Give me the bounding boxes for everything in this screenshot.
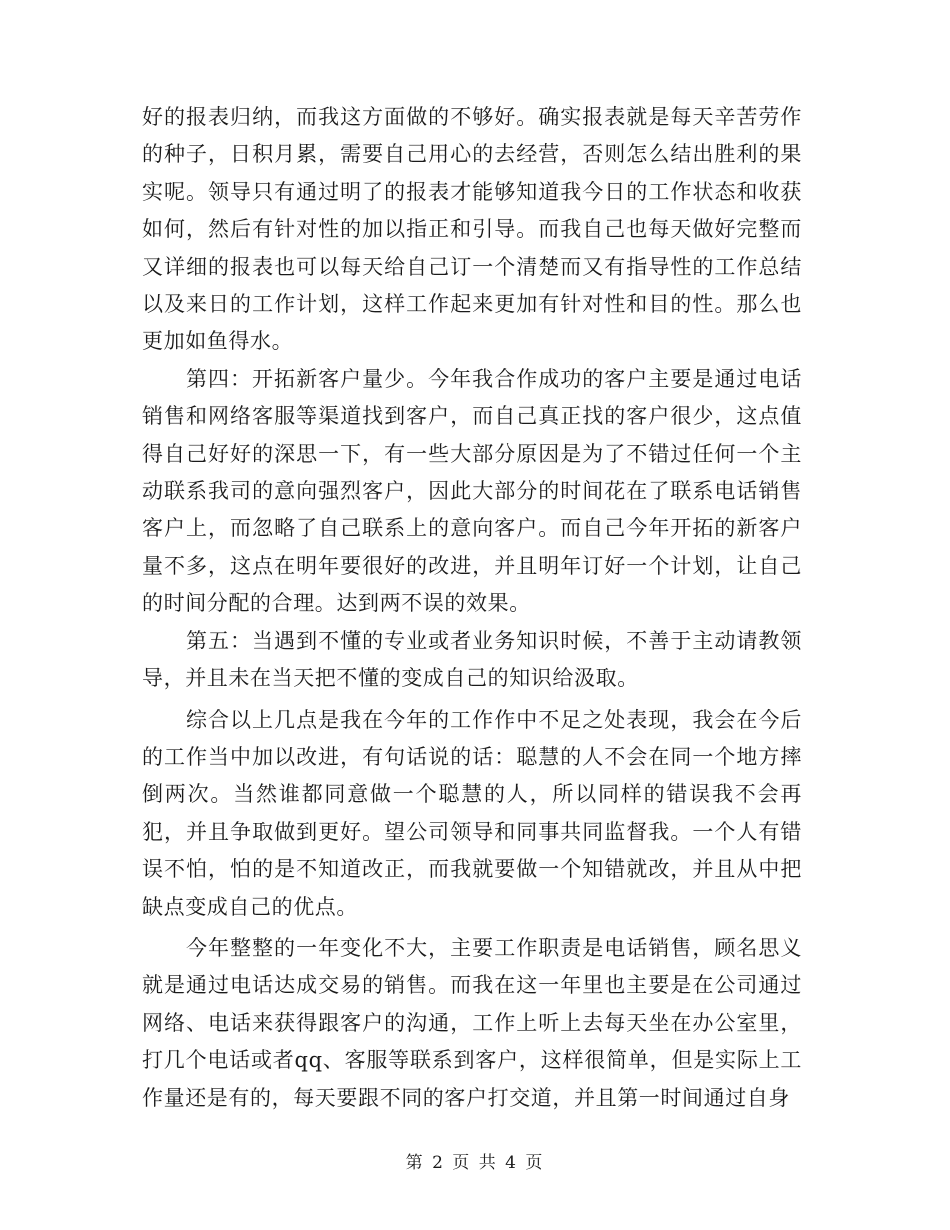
document-body bbox=[142, 99, 802, 1117]
paragraph-year-review: 今年整整的一年变化不大，主要工作职责是电话销售，顾名思义就是通过电话达成交易的销售。而我在这一年里也主要是在公司通过网络、电话来获得跟客户的沟通，工作上听上去每天坐在办公室里，打几个电话或者qq、客服等联系到客户，这样很简单，但是实际上工作量还是有的，每天要跟不同的客户打交道，并且第一时间通过自身 bbox=[142, 935, 802, 1110]
paragraph-report-summary: 好的报表归纳，而我这方面做的不够好。确实报表就是每天辛苦劳作的种子，日积月累，需要自己用心的去经营，否则怎么结出胜利的果实呢。领导只有通过明了的报表才能够知道我今日的工作状态和收获如何，然后有针对性的加以指正和引导。而我自己也每天做好完整而又详细的报表也可以每天给自己订一个清楚而又有指导性的工作总结以及来日的工作计划，这样工作起来更加有针对性和目的性。那么也更加如鱼得水。 bbox=[142, 105, 802, 354]
paragraph-conclusion: 综合以上几点是我在今年的工作作中不足之处表现，我会在今后的工作当中加以改进，有句话说的话：聪慧的人不会在同一个地方摔倒两次。当然谁都同意做一个聪慧的人，所以同样的错误我不会再犯，并且争取做到更好。望公司领导和同事共同监督我。一个人有错误不怕，怕的是不知道改正，而我就要做一个知错就改，并且从中把缺点变成自己的优点。 bbox=[142, 707, 802, 919]
paragraph-fourth-point: 第四：开拓新客户量少。今年我合作成功的客户主要是通过电话销售和网络客服等渠道找到客户，而自己真正找的客户很少，这点值得自己好好的深思一下，有一些大部分原因是为了不错过任何一个主动联系我司的意向强烈客户，因此大部分的时间花在了联系电话销售客户上，而忽略了自己联系上的意向客户。而自己今年开拓的新客户量不多，这点在明年要很好的改进，并且明年订好一个计划，让自己的时间分配的合理。达到两不误的效果。 bbox=[142, 366, 802, 616]
paragraph-fifth-point: 第五：当遇到不懂的专业或者业务知识时候，不善于主动请教领导，并且未在当天把不懂的变成自己的知识给汲取。 bbox=[142, 628, 802, 691]
page-number-footer: 第 2 页 共 4 页 bbox=[405, 1153, 545, 1173]
